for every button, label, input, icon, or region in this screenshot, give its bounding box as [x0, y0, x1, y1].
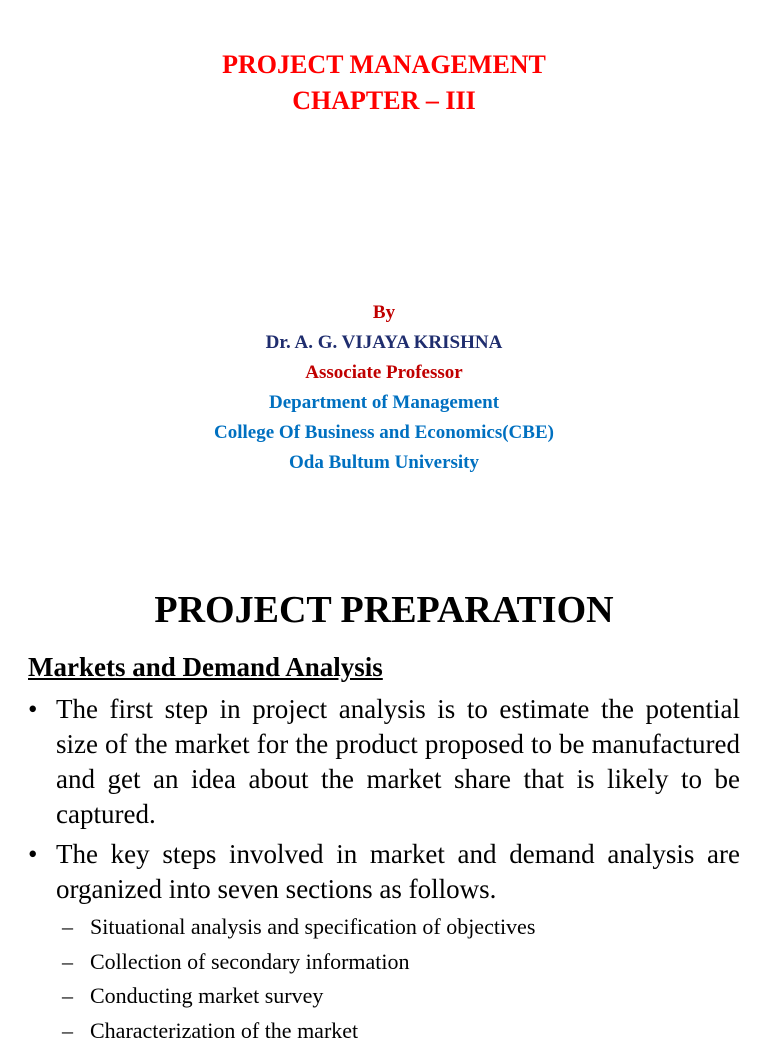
sub-item: [62, 945, 740, 980]
slide-title: PROJECT PREPARATION: [0, 587, 768, 633]
sub-item-text: Characterization of the market: [90, 1018, 358, 1043]
sub-item: [62, 979, 740, 1014]
sub-marker: –: [62, 910, 73, 945]
bullet-text: The key steps involved in market and demand analysis are organized into seven sections as follows.: [56, 839, 740, 904]
content-slide: [0, 575, 768, 1024]
sub-item-text: Conducting market survey: [90, 983, 323, 1008]
by-label: By: [0, 298, 768, 328]
sub-item-text: Situational analysis and specification of objectives: [90, 914, 535, 939]
bullet-item: [28, 837, 740, 907]
cover-title-line1: PROJECT MANAGEMENT: [0, 47, 768, 83]
sub-item-text: Collection of secondary information: [90, 949, 410, 974]
bullet-marker: •: [28, 837, 37, 872]
sub-marker: –: [62, 945, 73, 980]
university-name: Oda Bultum University: [0, 448, 768, 478]
bullet-marker: •: [28, 692, 37, 727]
college-name: College Of Business and Economics(CBE): [0, 418, 768, 448]
sub-marker: –: [62, 1014, 73, 1048]
sub-item: [62, 1014, 740, 1048]
department-name: Department of Management: [0, 388, 768, 418]
section-heading: Markets and Demand Analysis: [28, 649, 383, 685]
sub-item: [62, 910, 740, 945]
cover-title-line2: CHAPTER – III: [0, 83, 768, 119]
bullet-item: [28, 692, 740, 832]
sub-marker: –: [62, 979, 73, 1014]
sub-list: [28, 910, 740, 1048]
sub-list-container: [28, 910, 740, 1048]
bullet-text: The first step in project analysis is to estimate the potential size of the market for the product proposed to be manufactured and get an idea about the market share that is likely to be captured.: [56, 694, 740, 829]
author-position: Associate Professor: [0, 358, 768, 388]
author-block: [0, 298, 768, 478]
bullet-list: [28, 692, 740, 1048]
author-name: Dr. A. G. VIJAYA KRISHNA: [0, 328, 768, 358]
cover-title: [0, 47, 768, 119]
